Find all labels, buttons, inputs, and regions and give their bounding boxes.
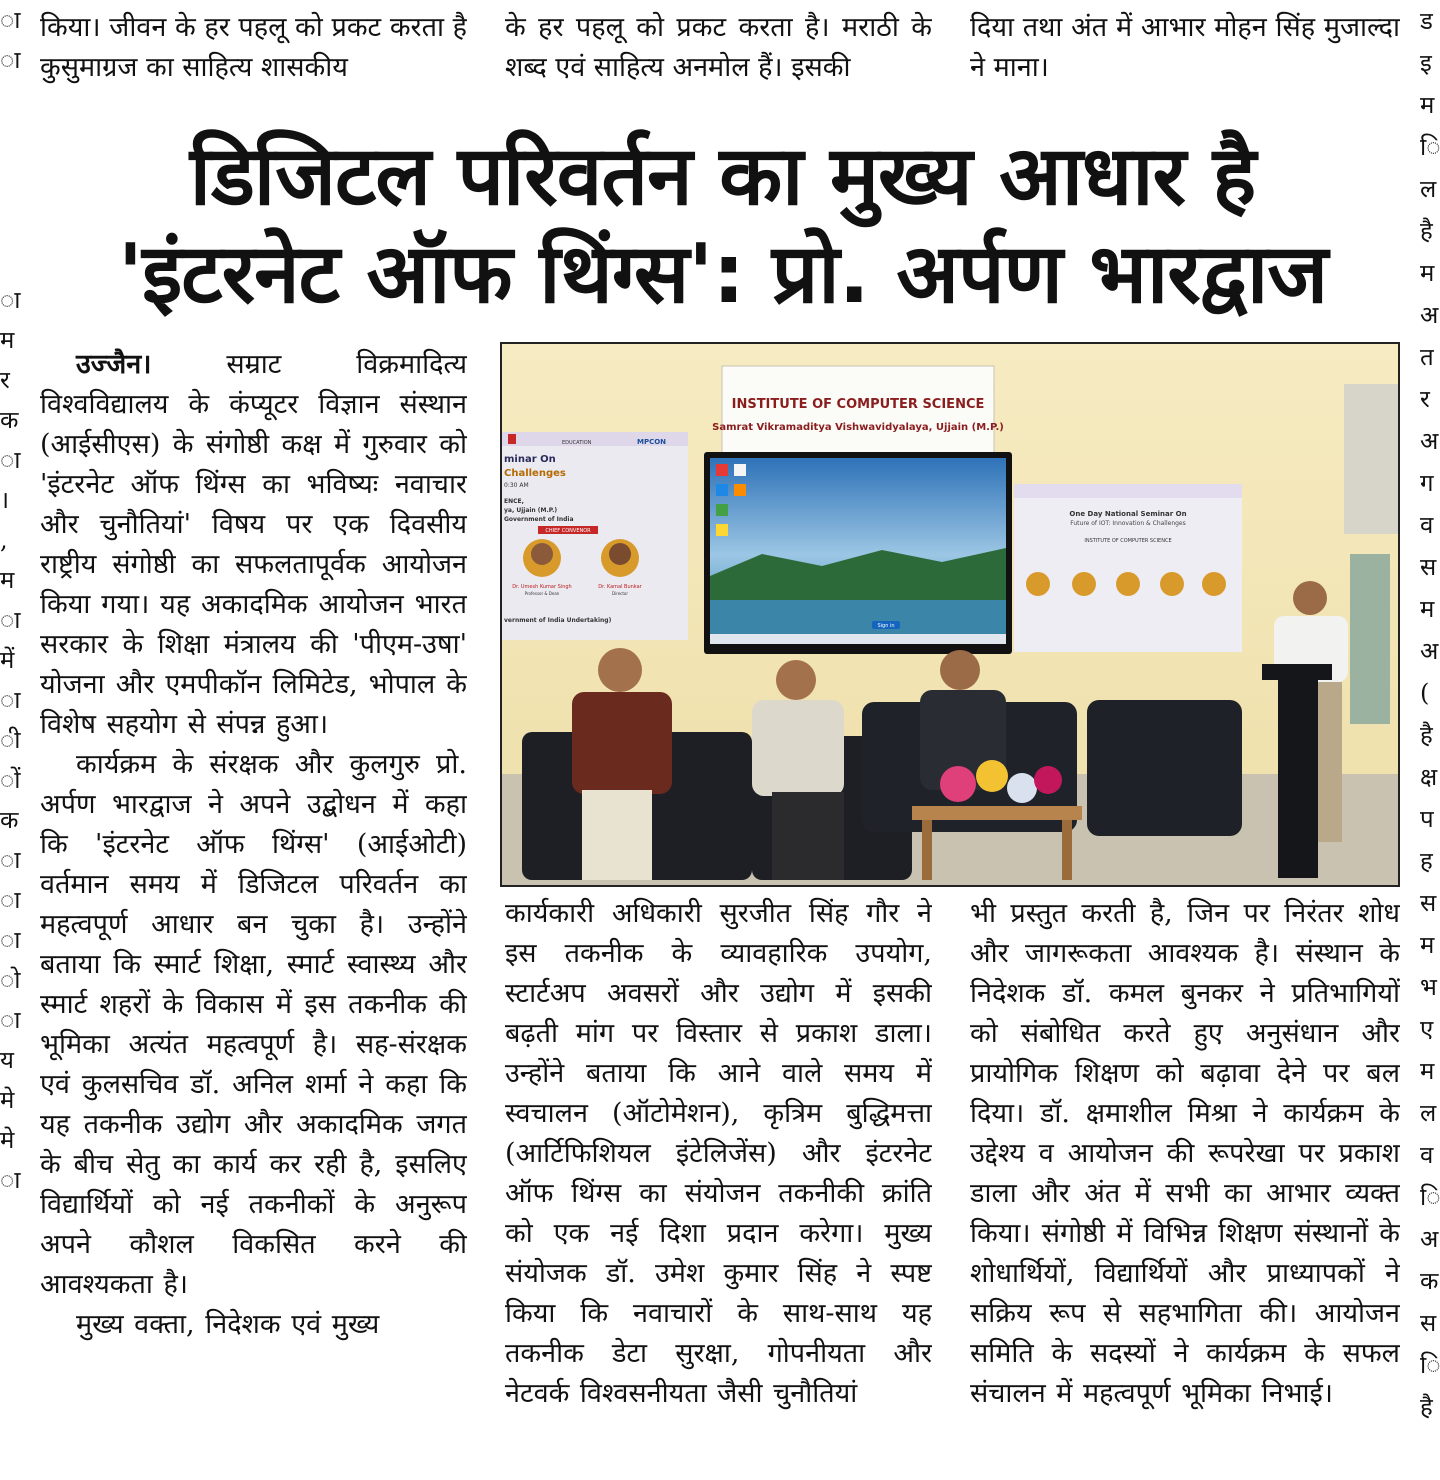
right-edge-fragments (1420, 0, 1440, 1480)
article-column-3 (970, 894, 1400, 1444)
right-edge-fragment: म (1420, 1057, 1435, 1085)
right-edge-fragment: प (1420, 805, 1434, 833)
top-column-1: किया। जीवन के हर पहलू को प्रकट करता है कुसुमाग्रज का साहित्य शासकीय (40, 12, 467, 83)
seminar-photo (500, 342, 1400, 887)
top-column-3: दिया तथा अंत में आभार मोहन सिंह मुजाल्दा ने माना। (970, 12, 1400, 83)
left-edge-fragment: ा (0, 446, 21, 474)
banner-right-org: INSTITUTE OF COMPUTER SCIENCE (1084, 538, 1172, 544)
right-edge-fragment: अ (1420, 427, 1439, 455)
left-edge-fragment: ो (0, 966, 21, 994)
banner-left-footer: vernment of India Undertaking) (504, 617, 612, 624)
left-edge-fragment (0, 240, 22, 280)
left-edge-fragment: में (0, 646, 15, 674)
right-edge-fragment: अ (1420, 301, 1439, 329)
headline-line-1: डिजिटल परिवर्तन का मुख्य आधार है (189, 129, 1256, 224)
banner-left-person-1: Dr. Umesh Kumar Singh (512, 584, 572, 590)
right-edge-fragment: ि (1420, 133, 1440, 161)
left-edge-fragment: म (0, 566, 15, 594)
right-edge-fragment: ए (1420, 1015, 1434, 1043)
right-edge-fragment: है (1420, 217, 1433, 245)
top-column-2: के हर पहलू को प्रकट करता है। मराठी के शब्द एवं साहित्य अनमोल हैं। इसकी (505, 12, 932, 83)
right-edge-fragment: ड (1420, 7, 1433, 35)
left-edge-fragment: , (0, 526, 8, 554)
right-edge-fragment: क्ष (1420, 763, 1438, 791)
paragraph-col3: भी प्रस्तुत करती है, जिन पर निरंतर शोध और जागरूकता आवश्यक है। संस्थान के निदेशक डॉ. कमल बुनकर ने प्रतिभागियों को संबोधित करते हुए अनुसंधान और प्रायोगिक शिक्षण को बढ़ावा देने पर बल दिया। डॉ. क्षमाशील मिश्रा ने कार्यक्रम के उद्देश्य व आयोजन की रूपरेखा पर प्रकाश डाला और अंत में सभी का आभार व्यक्त किया। संगोष्ठी में विभिन्न शिक्षण संस्थानों के शोधार्थियों, विद्यार्थियों और प्राध्यापकों ने सक्रिय रूप से सहभागिता की। आयोजन समिति के सदस्यों ने कार्यक्रम के सफल संचालन में महत्वपूर्ण भूमिका निभाई। (970, 898, 1400, 1409)
right-edge-fragment: म (1420, 259, 1435, 287)
right-edge-fragment: क (1420, 1267, 1439, 1295)
screen-sign-in-button: Sign in (877, 623, 895, 629)
left-edge-fragment: ा (0, 606, 21, 634)
article-column-2 (505, 894, 932, 1444)
right-edge-fragment: इ (1420, 49, 1432, 77)
right-edge-fragment: ि (1420, 1351, 1440, 1379)
article-column-1 (40, 345, 467, 1445)
left-edge-fragment: क (0, 406, 19, 434)
dateline: उज्जैन। (76, 349, 152, 380)
sign-line-1: INSTITUTE OF COMPUTER SCIENCE (731, 397, 985, 412)
right-edge-fragment: ल (1420, 175, 1437, 203)
paragraph-1: सम्राट विक्रमादित्य विश्वविद्यालय के कंप्यूटर विज्ञान संस्थान (आईसीएस) के संगोष्ठी कक्ष में गुरुवार को 'इंटरनेट ऑफ थिंग्स का भविष्यः नवाचार और चुनौतियां' विषय पर एक दिवसीय राष्ट्रीय संगोष्ठी का सफलतापूर्वक आयोजन किया गया। यह अकादमिक आयोजन भारत सरकार के शिक्षा मंत्रालय की 'पीएम-उषा' योजना और एमपीकॉन लिमिटेड, भोपाल के विशेष सहयोग से संपन्न हुआ। (40, 349, 467, 740)
left-edge-fragment: ी (0, 726, 21, 754)
right-edge-fragment: ह (1420, 847, 1433, 875)
left-edge-fragment: मे (0, 1126, 15, 1154)
right-edge-fragment: भ (1420, 973, 1437, 1001)
right-edge-fragment: ल (1420, 1099, 1437, 1127)
left-edge-fragment (0, 200, 22, 240)
right-edge-fragment: र (1420, 385, 1430, 413)
banner-left-person-1-role: Professor & Dean (524, 591, 560, 596)
banner-left-logo-2: MPCON (637, 438, 667, 446)
left-edge-fragment: य (0, 1046, 14, 1074)
right-edge-fragment: है (1420, 721, 1433, 749)
headline (40, 128, 1405, 324)
banner-left-title-2: Challenges (504, 468, 566, 479)
headline-line-2: 'इंटरनेट ऑफ थिंग्स': प्रो. अर्पण भारद्वाज (117, 227, 1328, 322)
paragraph-col2: कार्यकारी अधिकारी सुरजीत सिंह गौर ने इस तकनीक के व्यावहारिक उपयोग, स्टार्टअप अवसरों और उद्योग में इसकी बढ़ती मांग पर विस्तार से प्रकाश डाला। उन्होंने बताया कि आने वाले समय में स्वचालन (ऑटोमेशन), कृत्रिम बुद्धिमत्ता (आर्टिफिशियल इंटेलिजेंस) और इंटरनेट ऑफ थिंग्स का संयोजन तकनीकी क्रांति को एक नई दिशा प्रदान करेगा। मुख्य संयोजक डॉ. उमेश कुमार सिंह ने स्पष्ट किया कि नवाचारों के साथ-साथ यह तकनीक डेटा सुरक्षा, गोपनीयता और नेटवर्क विश्वसनीयता जैसी चुनौतियां (505, 898, 932, 1409)
banner-right-title-1: One Day National Seminar On (1069, 510, 1187, 518)
right-edge-fragment: ( (1420, 679, 1430, 707)
right-edge-fragment: त (1420, 343, 1434, 371)
banner-right-title-2: Future of IOT: Innovation & Challenges (1070, 520, 1186, 527)
left-edge-fragment: म (0, 326, 15, 354)
left-edge-fragment: ा (0, 1166, 21, 1194)
banner-left-person-2: Dr. Kamal Bunkar (598, 584, 642, 590)
left-edge-fragment (0, 160, 22, 200)
right-edge-fragment: म (1420, 91, 1435, 119)
right-edge-fragment: स (1420, 1309, 1437, 1337)
paragraph-2: कार्यक्रम के संरक्षक और कुलगुरु प्रो. अर्पण भारद्वाज ने अपने उद्बोधन में कहा कि 'इंटरनेट ऑफ थिंग्स' (आईओटी) वर्तमान समय में डिजिटल परिवर्तन का महत्वपूर्ण आधार बन चुका है। उन्होंने बताया कि स्मार्ट शिक्षा, स्मार्ट स्वास्थ्य और स्मार्ट शहरों के विकास में इस तकनीक की भूमिका अत्यंत महत्वपूर्ण है। सह-संरक्षक एवं कुलसचिव डॉ. अनिल शर्मा ने कहा कि यह तकनीक उद्योग और अकादमिक जगत के बीच सेतु का कार्य कर रही है, इसलिए विद्यार्थियों को नई तकनीकों के अनुरूप अपने कौशल विकसित करने की आवश्यकता है। (40, 749, 467, 1300)
left-edge-fragment (0, 120, 22, 160)
right-edge-fragment: ग (1420, 469, 1434, 497)
banner-left-title-1: minar On (504, 454, 556, 465)
left-edge-fragment: ा (0, 846, 21, 874)
right-edge-fragment: स (1420, 553, 1437, 581)
left-edge-fragment: क (0, 806, 19, 834)
left-edge-fragment: ा (0, 6, 21, 34)
left-edge-fragment: । (0, 486, 10, 514)
banner-left-logo-1: EDUCATION (562, 440, 592, 446)
left-edge-fragment: ा (0, 46, 21, 74)
left-edge-fragment: ा (0, 686, 21, 714)
sign-line-2: Samrat Vikramaditya Vishwavidyalaya, Ujjain (M.P.) (712, 422, 1004, 433)
right-edge-fragment: अ (1420, 637, 1439, 665)
banner-left-convenor: CHIEF CONVENOR (545, 528, 591, 534)
right-edge-fragment: ि (1420, 1183, 1440, 1211)
banner-left-org-2: ya, Ujjain (M.P.) (504, 507, 558, 514)
paragraph-3: मुख्य वक्ता, निदेशक एवं मुख्य (76, 1309, 380, 1340)
right-edge-fragment: है (1420, 1393, 1433, 1421)
left-edge-fragment: ों (0, 766, 21, 794)
right-edge-fragment: स (1420, 889, 1437, 917)
left-edge-fragment: ा (0, 886, 21, 914)
right-edge-fragment: म (1420, 931, 1435, 959)
left-edge-fragment: ा (0, 286, 21, 314)
left-edge-fragment: ा (0, 1006, 21, 1034)
banner-left-time: 0:30 AM (504, 482, 529, 489)
left-edge-fragment (0, 80, 22, 120)
banner-left-person-2-role: Director (611, 591, 629, 596)
right-edge-fragment: म (1420, 595, 1435, 623)
left-edge-fragment: र (0, 366, 10, 394)
right-edge-fragment: अ (1420, 1225, 1439, 1253)
banner-left-org-1: ENCE, (504, 498, 524, 505)
banner-left-org-3: Government of India (504, 516, 574, 523)
right-edge-fragment: व (1420, 511, 1434, 539)
left-edge-fragments (0, 0, 22, 1480)
left-edge-fragment: ा (0, 926, 21, 954)
right-edge-fragment: व (1420, 1141, 1434, 1169)
left-edge-fragment: मे (0, 1086, 15, 1114)
